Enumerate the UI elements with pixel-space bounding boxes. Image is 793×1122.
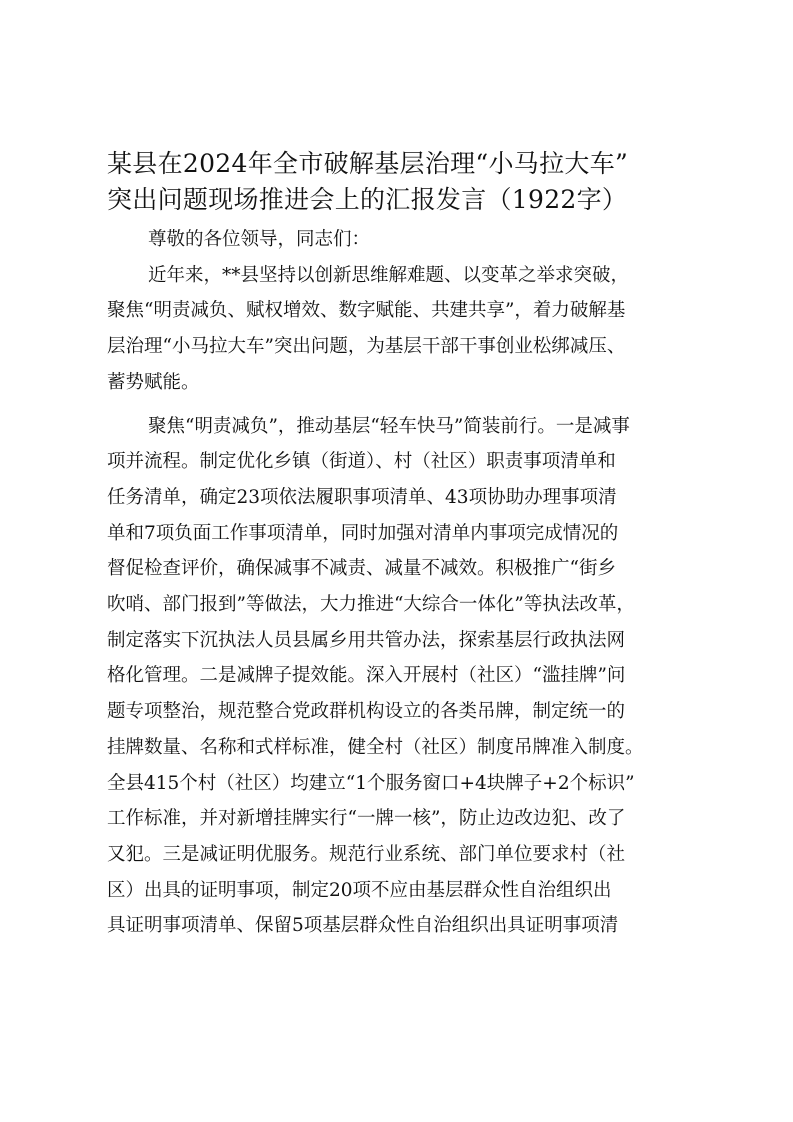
paragraph-line: 层治理“小马拉大车”突出问题，为基层干部干事创业松绑减压、 bbox=[107, 336, 626, 358]
document-title bbox=[107, 146, 707, 218]
paragraph-line: 单和7项负面工作事项清单，同时加强对清单内事项完成情况的 bbox=[107, 522, 619, 544]
paragraph bbox=[107, 258, 707, 401]
paragraph-line: 制定落实下沉执法人员县属乡用共管办法，探索基层行政执法网 bbox=[107, 629, 626, 651]
paragraph-line: 区）出具的证明事项，制定20项不应由基层群众性自治组织出 bbox=[107, 879, 612, 901]
paragraph-line: 又犯。三是减证明优服务。规范行业系统、部门单位要求村（社 bbox=[107, 843, 626, 865]
title-line: 某县在2024年全市破解基层治理“小马拉大车” bbox=[107, 149, 629, 178]
paragraph-line: 挂牌数量、名称和式样标准，健全村（社区）制度吊牌准入制度。 bbox=[107, 736, 644, 758]
paragraph-line: 吹哨、部门报到”等做法，大力推进“大综合一体化”等执法改革， bbox=[107, 594, 635, 616]
paragraph-line: 近年来，**县坚持以创新思维解难题、以变革之举求突破， bbox=[148, 264, 630, 286]
salutation: 尊敬的各位领导，同志们： bbox=[148, 229, 371, 250]
paragraph-line: 聚焦“明责减负”，推动基层“轻车快马”简装前行。一是减事 bbox=[148, 415, 630, 437]
paragraph-line: 督促检查评价，确保减事不减责、减量不减效。积极推广“街乡 bbox=[107, 558, 616, 580]
paragraph-line: 蓄势赋能。 bbox=[107, 371, 200, 393]
title-line: 突出问题现场推进会上的汇报发言（1922字） bbox=[107, 185, 628, 214]
paragraph-line: 任务清单，确定23项依法履职事项清单、43项协助办理事项清 bbox=[107, 486, 617, 508]
paragraph-line: 题专项整治，规范整合党政群机构设立的各类吊牌，制定统一的 bbox=[107, 701, 626, 723]
paragraph-line: 工作标准，并对新增挂牌实行“一牌一核”，防止边改边犯、改了 bbox=[107, 808, 626, 830]
document-body bbox=[107, 222, 707, 944]
paragraph-line: 具证明事项清单、保留5项基层群众性自治组织出具证明事项清 bbox=[107, 915, 619, 937]
paragraph-line: 格化管理。二是减牌子提效能。深入开展村（社区）“滥挂牌”问 bbox=[107, 665, 626, 687]
paragraph-line: 项并流程。制定优化乡镇（街道）、村（社区）职责事项清单和 bbox=[107, 451, 616, 473]
paragraph-line: 聚焦“明责减负、赋权增效、数字赋能、共建共享”，着力破解基 bbox=[107, 300, 626, 322]
paragraph-line: 全县415个村（社区）均建立“1个服务窗口+4块牌子+2个标识” bbox=[107, 772, 635, 794]
paragraph bbox=[107, 409, 707, 945]
